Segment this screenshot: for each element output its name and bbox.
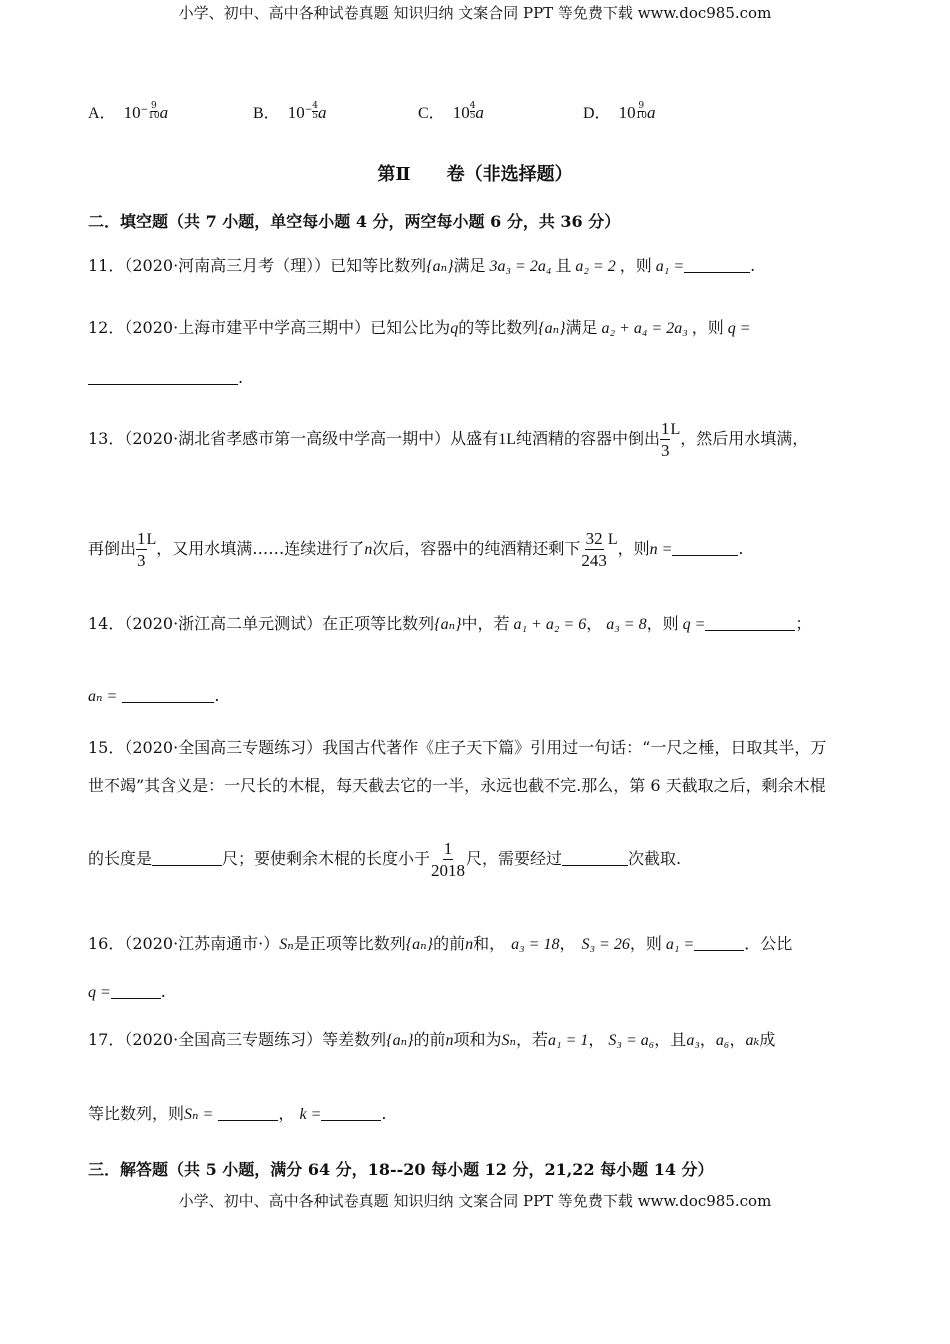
option-d: D． 10 $^{\frac{9}{10}}$ a xyxy=(583,100,656,122)
answer-blank-17b[interactable] xyxy=(321,1106,381,1121)
question-12: 12．（2020·上海市建平中学高三期中）已知公比为q的等比数列{aₙ}满足 a₂ + a₄ = 2a₃ ，则 q = xyxy=(88,318,751,337)
answer-blank-16b[interactable] xyxy=(111,984,161,999)
question-15-line2: 世不竭”其含义是：一尺长的木棍，每天截去它的一半，永远也截不完.那么，第 6 天截取之后，剩余木棍 xyxy=(88,776,826,795)
question-17: 17．（2020·全国高三专题练习）等差数列{aₙ}的前n项和为Sₙ，若a₁ = 1， S₃ = a₆，且a₃，a₆，aₖ成 xyxy=(88,1030,776,1049)
answer-blank-16a[interactable] xyxy=(694,936,744,951)
question-14-line2: aₙ = . xyxy=(88,686,220,705)
question-16: 16．（2020·江苏南通市·）Sₙ是正项等比数列{aₙ}的前n和， a₃ = 18， S₃ = 26，则 a₁ = ．公比 xyxy=(88,934,793,953)
question-13-line2: 再倒出 $\frac{1}{3}$ L，又用水填满……连续进行了n次后，容器中的纯酒精还剩下 $\frac{32}{243}$ L，则n = . xyxy=(88,529,744,570)
section2-title: 二．填空题（共 7 小题，单空每小题 4 分，两空每小题 6 分，共 36 分） xyxy=(88,212,621,231)
question-15: 15．（2020·全国高三专题练习）我国古代著作《庄子天下篇》引用过一句话：“一尺之棰，日取其半，万 xyxy=(88,738,827,757)
answer-blank-17a[interactable] xyxy=(218,1106,278,1121)
fraction-one-third: $\frac{1}{3}$ xyxy=(660,419,670,460)
fraction-32-243: $\frac{32}{243}$ xyxy=(581,529,607,570)
answer-blank-12[interactable] xyxy=(88,370,238,385)
fraction-one-third-2: $\frac{1}{3}$ xyxy=(137,529,146,570)
question-14: 14．（2020·浙江高二单元测试）在正项等比数列{aₙ}中，若 a₁ + a₂ = 6， a₃ = 8，则 q = ； xyxy=(88,614,812,633)
answer-blank-14a[interactable] xyxy=(705,616,795,631)
question-16-line2: q = . xyxy=(88,982,166,1001)
question-15-line3: 的长度是 尺；要使剩余木棍的长度小于 $\frac{1}{2018}$ 尺，需要经过 次截取. xyxy=(88,839,682,880)
answer-blank-14b[interactable] xyxy=(122,688,214,703)
page-header: 小学、初中、高中各种试卷真题 知识归纳 文案合同 PPT 等免费下载 www.doc985.com xyxy=(178,4,772,22)
option-c: C． 10 $^{\frac{4}{5}}$ a xyxy=(418,100,484,122)
page-footer: 小学、初中、高中各种试卷真题 知识归纳 文案合同 PPT 等免费下载 www.doc985.com xyxy=(178,1192,772,1210)
question-13: 13．（2020·湖北省孝感市第一高级中学高一期中）从盛有1L纯酒精的容器中倒出 $\frac{1}{3}$ L，然后用水填满， xyxy=(88,419,809,460)
question-12-answer-line: . xyxy=(88,368,243,388)
answer-blank-11[interactable] xyxy=(684,258,750,273)
answer-blank-15a[interactable] xyxy=(152,851,222,866)
answer-blank-13[interactable] xyxy=(672,541,738,556)
fraction-1-2018: $\frac{1}{2018}$ xyxy=(431,839,466,880)
question-11: 11．（2020·河南高三月考（理））已知等比数列{aₙ}满足 3a₃ = 2a₄ 且 a₂ = 2 ，则 a₁ = . xyxy=(88,256,756,275)
part2-title: 第Ⅱ 卷（非选择题） xyxy=(377,164,573,185)
question-17-line2: 等比数列，则Sₙ = ， k = . xyxy=(88,1104,387,1123)
answer-blank-15b[interactable] xyxy=(562,851,628,866)
option-b: B． $10^{- \frac{4}{5}}$ a xyxy=(253,100,327,122)
section3-title: 三．解答题（共 5 小题，满分 64 分，18--20 每小题 12 分，21,22 每小题 14 分） xyxy=(88,1160,714,1179)
option-a: A． $10^{- \frac{9}{10}}$ a xyxy=(88,100,169,122)
